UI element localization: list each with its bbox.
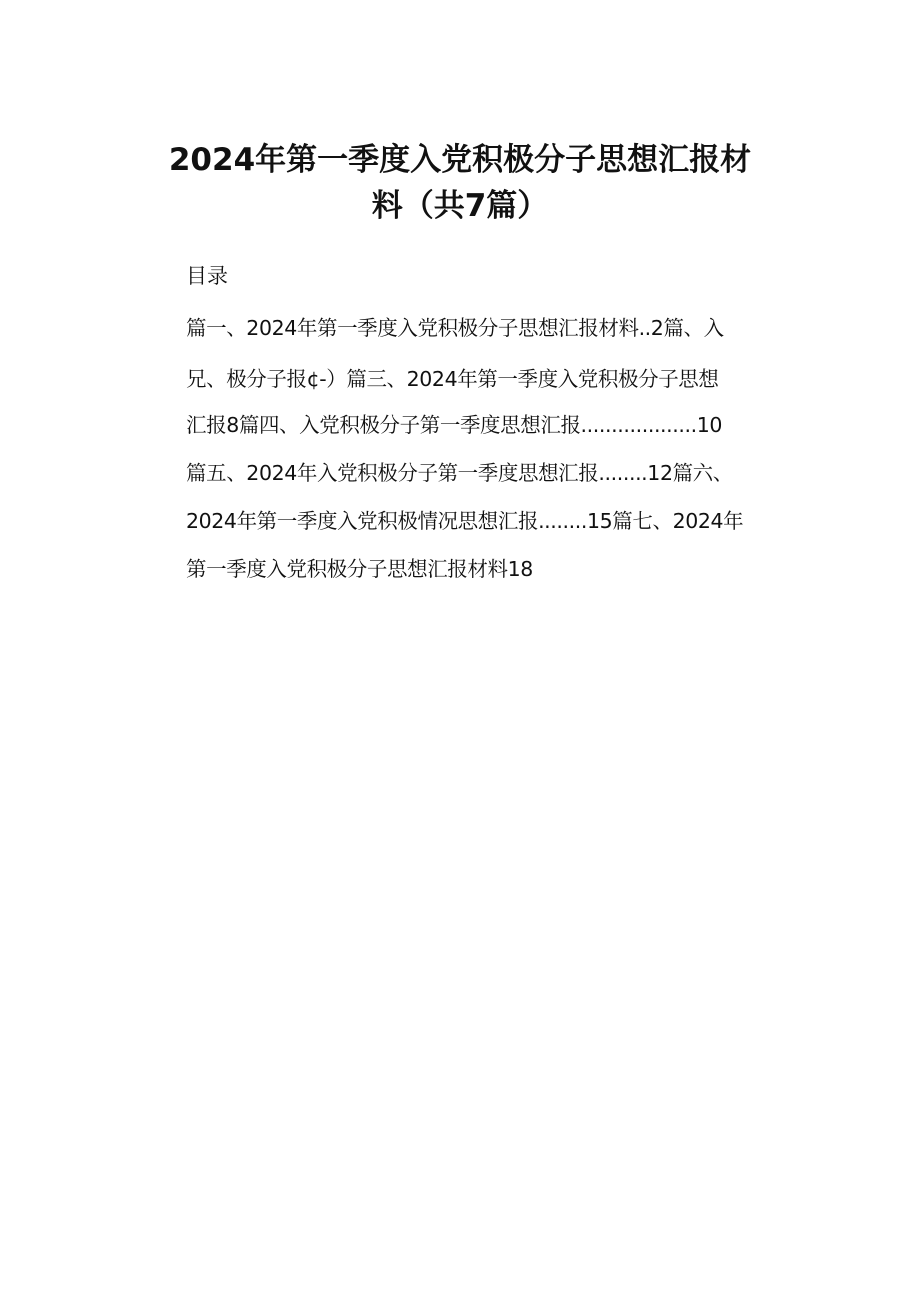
toc-line: 汇报8篇四、入党积极分子第一季度思想汇报...................10 [186, 413, 723, 437]
toc-line: 第一季度入党积极分子思想汇报材料18 [186, 557, 533, 581]
document-title-line-1: 2024年第一季度入党积极分子思想汇报材 [168, 142, 752, 178]
toc-heading: 目录 [186, 264, 228, 288]
toc-line: 兄、极分子报¢-）篇三、2024年第一季度入党积极分子思想 [186, 367, 719, 391]
document-title-line-2: 料（共7篇） [371, 188, 549, 224]
toc-line: 篇一、2024年第一季度入党积极分子思想汇报材料..2篇、入 [186, 316, 724, 340]
toc-line: 2024年第一季度入党积极情况思想汇报........15篇七、2024年 [186, 509, 744, 533]
toc-line: 篇五、2024年入党积极分子第一季度思想汇报........12篇六、 [186, 461, 733, 485]
